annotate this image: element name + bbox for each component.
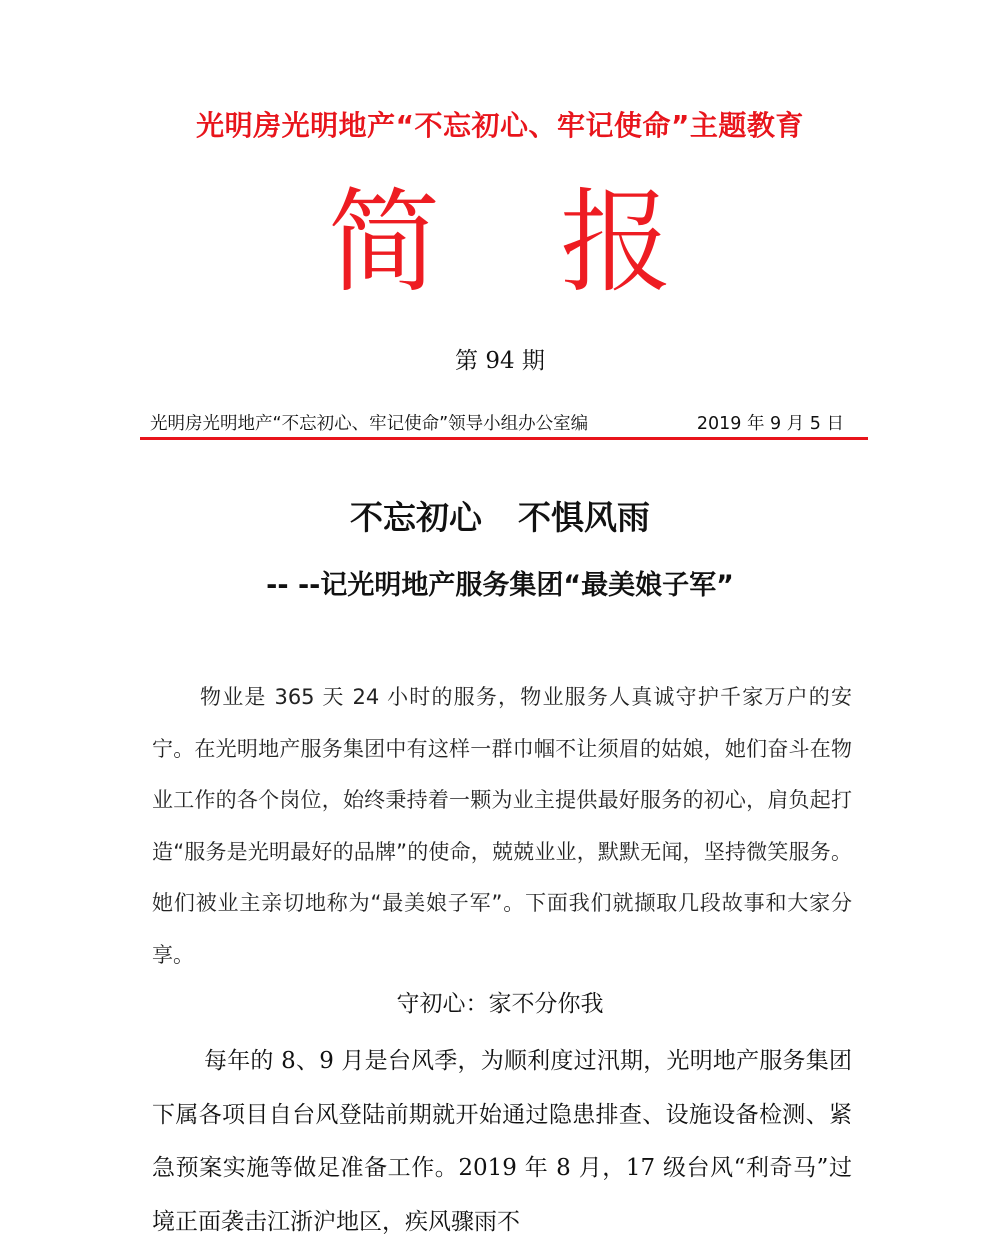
editor-line xyxy=(150,410,850,435)
bulletin-header-title: 光明房光明地产“不忘初心、牢记使命”主题教育 xyxy=(196,109,804,142)
article-subtitle: -- --记光明地产服务集团“最美娘子军” xyxy=(266,570,734,601)
section-heading: 守初心：家不分你我 xyxy=(396,991,604,1017)
publish-date: 2019 年 9 月 5 日 xyxy=(696,414,844,434)
intro-paragraph: 物业是 365 天 24 小时的服务，物业服务人真诚守护千家万户的安宁。在光明地产服务集团中有这样一群巾帼不让须眉的姑娘，她们奋斗在物业工作的各个岗位，始终秉持着一颗为业主提供最好服务的初心，肩负起打造“服务是光明最好的品牌”的使命，兢兢业业，默默无闻，坚持微笑服务。她们被业主亲切地称为“最美娘子军”。下面我们就撷取几段故事和大家分享。 xyxy=(152,685,852,967)
issue-number: 第 94 期 xyxy=(455,348,545,374)
masthead xyxy=(0,178,1000,308)
editor-office: 光明房光明地产“不忘初心、牢记使命”领导小组办公室编 xyxy=(150,414,589,434)
red-divider xyxy=(140,437,868,440)
article-title-part-2: 不惧风雨 xyxy=(518,498,650,537)
masthead-char-1: 简 xyxy=(328,178,440,308)
section-paragraph: 每年的 8、9 月是台风季，为顺利度过汛期，光明地产服务集团下属各项目自台风登陆前期就开始通过隐患排查、设施设备检测、紧急预案实施等做足准备工作。2019 年 8 月，17 级台风“利奇马”过境正面袭击江浙沪地区，疾风骤雨不 xyxy=(152,1048,852,1235)
article-title-part-1: 不忘初心 xyxy=(350,498,482,537)
article-title xyxy=(0,492,1000,539)
masthead-char-2: 报 xyxy=(560,178,672,308)
